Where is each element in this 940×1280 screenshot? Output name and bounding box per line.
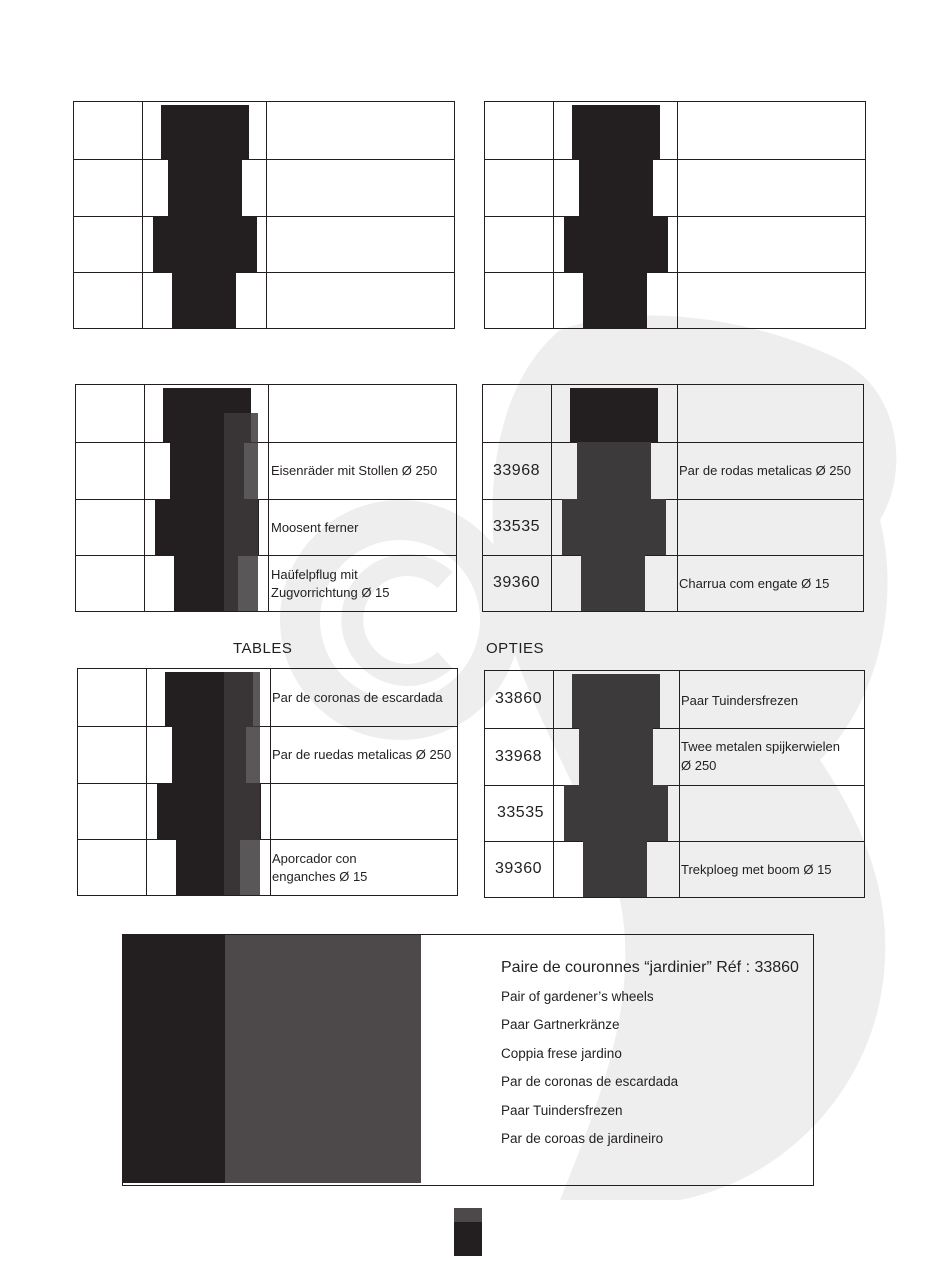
item-description: Zugvorrichtung Ø 15: [271, 585, 390, 600]
product-image: [161, 105, 249, 159]
item-description: Haüfelpflug mit: [271, 567, 358, 582]
item-description: Twee metalen spijkerwielen: [681, 739, 840, 754]
item-reference: 33968: [493, 462, 540, 479]
item-description: Par de rodas metalicas Ø 250: [679, 463, 851, 478]
table-row: [74, 272, 454, 328]
panel-line: Paar Tuindersfrezen: [501, 1103, 623, 1118]
panel-line: Coppia frese jardino: [501, 1046, 622, 1061]
item-reference: 39360: [495, 860, 542, 877]
item-description: enganches Ø 15: [272, 869, 368, 884]
table-spanish: [77, 668, 458, 896]
table-dutch: [484, 670, 865, 898]
item-description: Paar Tuindersfrezen: [681, 693, 799, 708]
table-row: [74, 102, 454, 159]
table-row: [74, 216, 454, 272]
section-label-opties: OPTIES: [486, 640, 545, 657]
item-description: Moosent ferner: [271, 520, 359, 535]
product-image: [168, 159, 242, 216]
item-reference: 33968: [495, 748, 542, 765]
item-description: Trekploeg met boom Ø 15: [681, 862, 832, 877]
panel-line: Par de coroas de jardineiro: [501, 1131, 664, 1146]
product-panel: [122, 934, 814, 1186]
table-portuguese: [482, 384, 864, 612]
product-image: [570, 388, 658, 442]
product-image: [572, 674, 660, 728]
panel-line: Pair of gardener’s wheels: [501, 989, 654, 1004]
item-description: Ø 250: [681, 758, 717, 773]
product-image: [577, 442, 651, 499]
item-description: Eisenräder mit Stollen Ø 250: [271, 463, 438, 478]
page-marker: [454, 1208, 482, 1256]
product-image: [572, 105, 660, 159]
table-top-left: [73, 101, 455, 329]
item-reference: 39360: [493, 574, 540, 591]
product-image: [564, 785, 668, 841]
item-reference: 33535: [497, 804, 544, 821]
product-image: [579, 728, 653, 785]
product-photo: [225, 935, 421, 1183]
item-description: Par de coronas de escardada: [272, 690, 443, 705]
product-photo: [123, 935, 225, 1183]
product-image: [153, 216, 257, 272]
table-row: [74, 159, 454, 216]
panel-title: Paire de couronnes “jardinier” Réf : 33860: [501, 959, 799, 976]
item-reference: 33535: [493, 518, 540, 535]
panel-line: Paar Gartnerkränze: [501, 1017, 620, 1032]
item-description: Aporcador con: [272, 851, 357, 866]
product-image: [172, 272, 236, 328]
table-top-right: [484, 101, 866, 329]
item-description: Par de ruedas metalicas Ø 250: [272, 747, 452, 762]
product-image: [579, 159, 653, 216]
product-image: [581, 555, 645, 611]
product-image: [583, 841, 647, 897]
product-image: [564, 216, 668, 272]
table-german: [75, 384, 457, 612]
section-label-tables: TABLES: [233, 640, 293, 657]
product-image: [562, 499, 666, 555]
product-image: [583, 272, 647, 328]
item-reference: 33860: [495, 690, 542, 707]
panel-line: Par de coronas de escardada: [501, 1074, 679, 1089]
item-description: Charrua com engate Ø 15: [679, 576, 830, 591]
